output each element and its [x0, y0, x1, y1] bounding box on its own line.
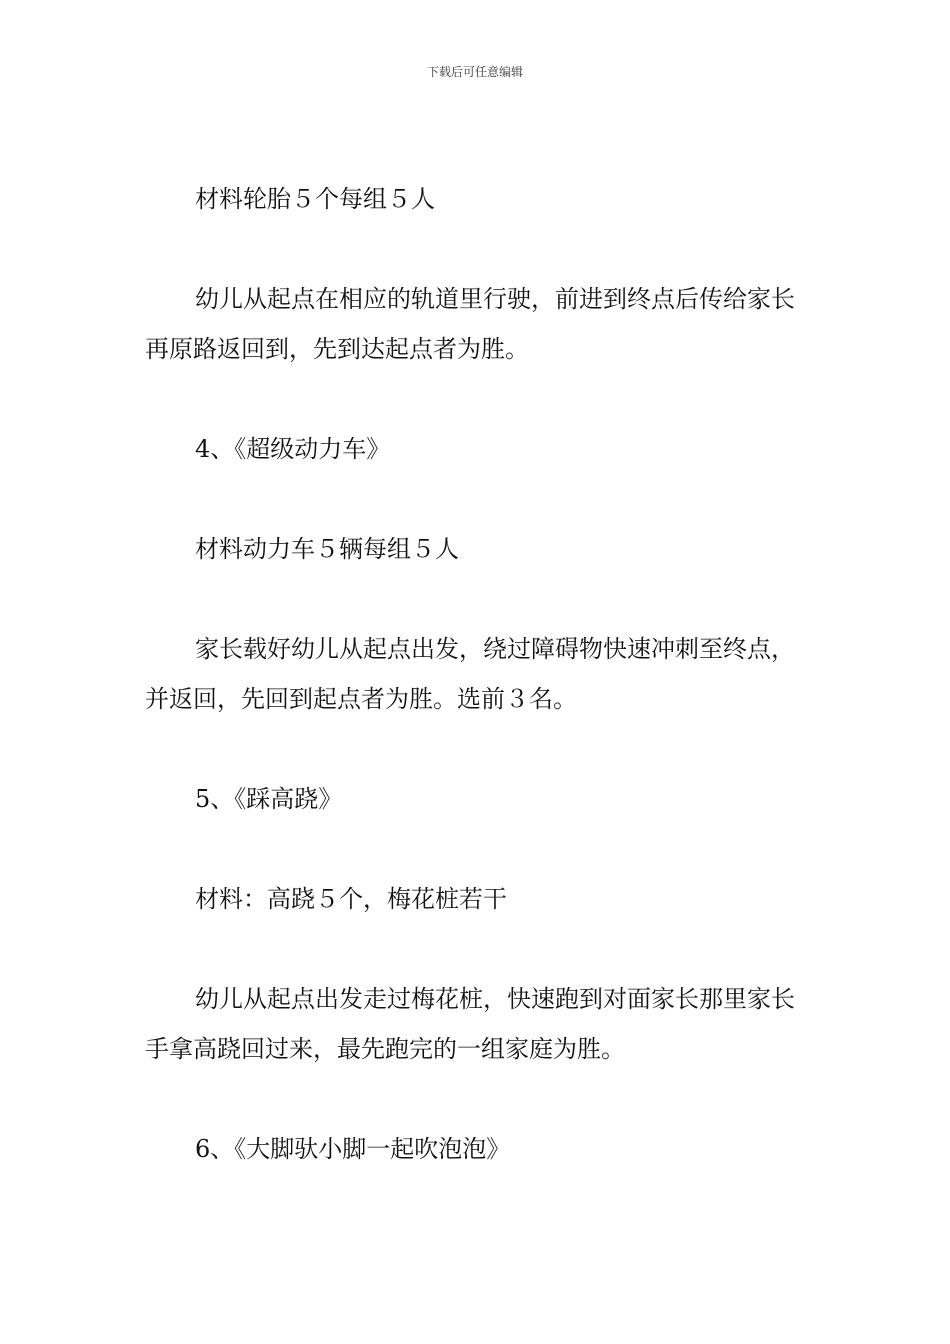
paragraph-materials-power-car: 材料动力车５辆每组５人 — [195, 535, 459, 563]
heading-big-foot-bubbles: 6、《大脚驮小脚一起吹泡泡》 — [195, 1135, 511, 1163]
paragraph-materials-stilts: 材料：高跷５个，梅花桩若干 — [195, 885, 507, 913]
page-header: 下载后可任意编辑 — [426, 65, 523, 79]
paragraph-stilts-rules: 幼儿从起点出发走过梅花桩，快速跑到对面家长那里家长手拿高跷回过来，最先跑完的一组家庭为胜。 — [145, 985, 795, 1063]
paragraph-power-car-rules: 家长载好幼儿从起点出发，绕过障碍物快速冲刺至终点，并返回，先回到起点者为胜。选前３名。 — [145, 635, 795, 713]
heading-stilts: 5、《踩高跷》 — [195, 785, 343, 813]
heading-super-power-car: 4、《超级动力车》 — [195, 435, 391, 463]
paragraph-tire-game-rules: 幼儿从起点在相应的轨道里行驶，前进到终点后传给家长再原路返回到，先到达起点者为胜。 — [145, 285, 795, 363]
paragraph-materials-tires: 材料轮胎５个每组５人 — [195, 185, 435, 213]
